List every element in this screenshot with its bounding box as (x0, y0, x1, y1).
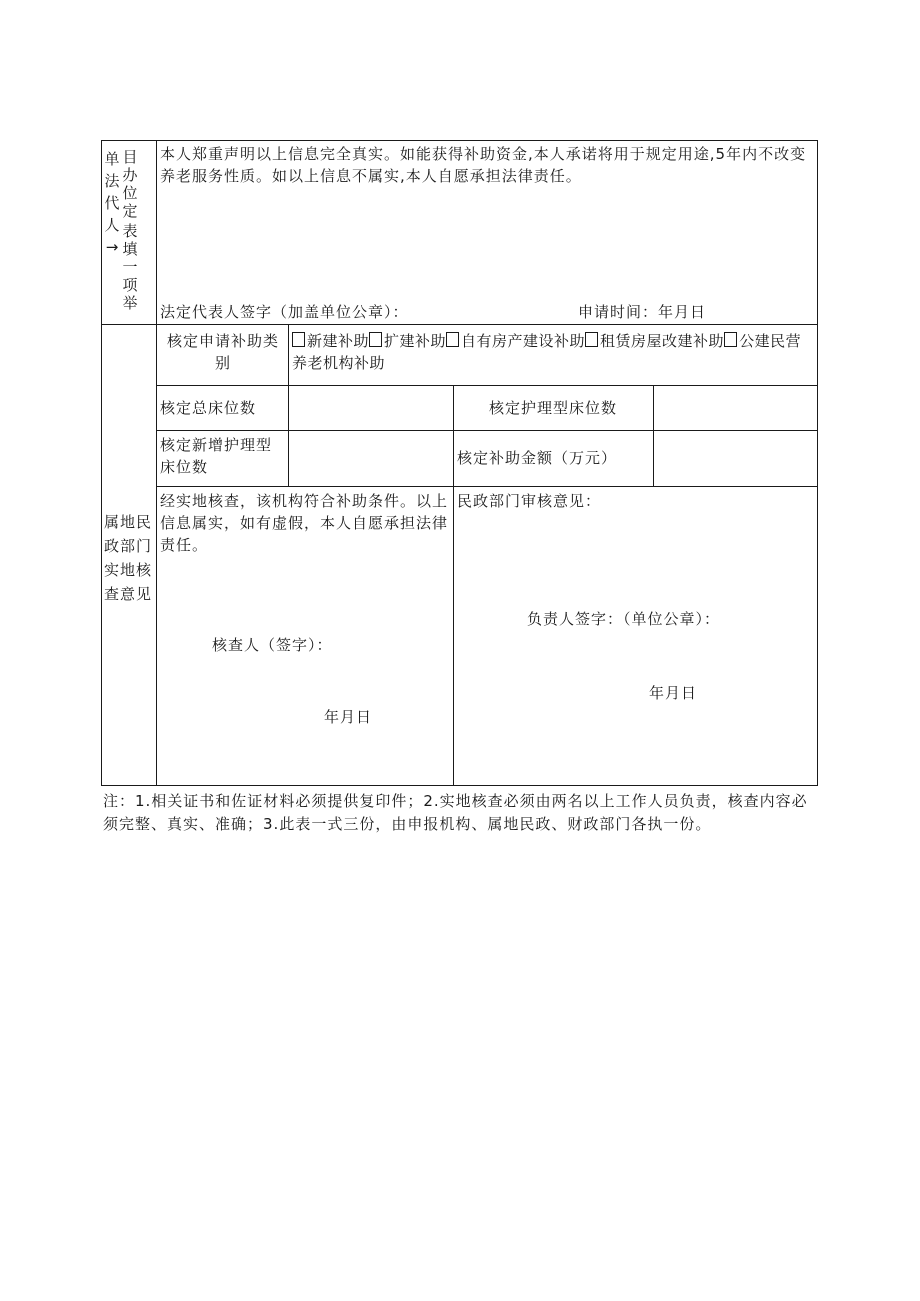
checkbox-expand[interactable] (369, 332, 382, 347)
total-beds-label: 核定总床位数 (160, 399, 257, 417)
checkbox-rental[interactable] (585, 332, 598, 347)
footnote: 注：1.相关证书和佐证材料必须提供复印件；2.实地核查必须由两名以上工作人员负责，核查内容必须完整、真实、准确；3.此表一式三份，由申报机构、属地民政、财政部门各执一份。 (103, 792, 808, 833)
option-expand: 扩建补助 (384, 332, 447, 350)
subsidy-amount-label: 核定补助金额（万元） (457, 449, 618, 467)
inner-column-border-2 (453, 385, 454, 786)
inner-column-border-3 (653, 385, 654, 486)
inner-column-border-1 (288, 324, 289, 486)
side-char: 法 (104, 172, 120, 190)
row-divider-2 (156, 430, 818, 431)
legal-rep-signature: 法定代表人签字（加盖单位公章）： (160, 303, 409, 321)
subsidy-type-label: 核定申请补助类别 (166, 332, 279, 372)
option-new: 新建补助 (307, 332, 370, 350)
inspector-date: 年月日 (324, 708, 373, 726)
label-column-border (156, 140, 157, 786)
inspector-signature: 核查人（签字）： (212, 636, 333, 654)
table-left-border (101, 140, 102, 786)
table-top-border (101, 140, 818, 141)
side-char: 定 (122, 202, 138, 220)
checkbox-public-private[interactable] (724, 332, 737, 347)
row-divider-1 (156, 385, 818, 386)
inspection-text: 经实地核查，该机构符合补助条件。以上信息属实，如有虚假，本人自愿承担法律责任。 (160, 492, 449, 554)
apply-time: 申请时间：年月日 (578, 303, 707, 321)
nursing-beds-label: 核定护理型床位数 (488, 399, 617, 417)
side-char: 位 (122, 184, 138, 202)
side-char: 办 (122, 166, 138, 184)
option-own-property: 自有房产建设补助 (461, 332, 586, 350)
side-char: 填 (122, 240, 138, 258)
reviewer-date: 年月日 (649, 684, 698, 702)
section1-side-label (104, 148, 154, 318)
new-nursing-beds-label: 核定新增护理型床位数 (160, 436, 273, 476)
side-char: 代 (104, 194, 120, 212)
side-char: 一 (122, 258, 138, 276)
side-char: 人 (104, 216, 120, 234)
row-divider-3 (156, 486, 818, 487)
side-char: 目 (122, 148, 138, 166)
reviewer-signature: 负责人签字：（单位公章）： (527, 610, 721, 628)
section-divider (101, 324, 818, 325)
side-char: 项 (122, 276, 138, 294)
review-title: 民政部门审核意见： (457, 492, 602, 510)
side-char: 表 (122, 222, 138, 240)
side-char: → (105, 238, 119, 256)
side-char: 举 (122, 294, 138, 312)
table-right-border (817, 140, 818, 786)
option-public-private: 公建民营养老机构补助 (292, 332, 802, 372)
side-char: 单 (104, 150, 120, 168)
checkbox-new[interactable] (292, 332, 305, 347)
checkbox-own-property[interactable] (446, 332, 459, 347)
table-bottom-border (101, 785, 818, 786)
option-rental: 租赁房屋改建补助 (600, 332, 725, 350)
section2-side-label: 属地民政部门实地核查意见 (104, 513, 153, 603)
subsidy-type-options (292, 330, 816, 374)
declaration-text: 本人郑重声明以上信息完全真实。如能获得补助资金,本人承诺将用于规定用途,5年内不改变养老服务性质。如以上信息不属实,本人自愿承担法律责任。 (160, 145, 807, 185)
